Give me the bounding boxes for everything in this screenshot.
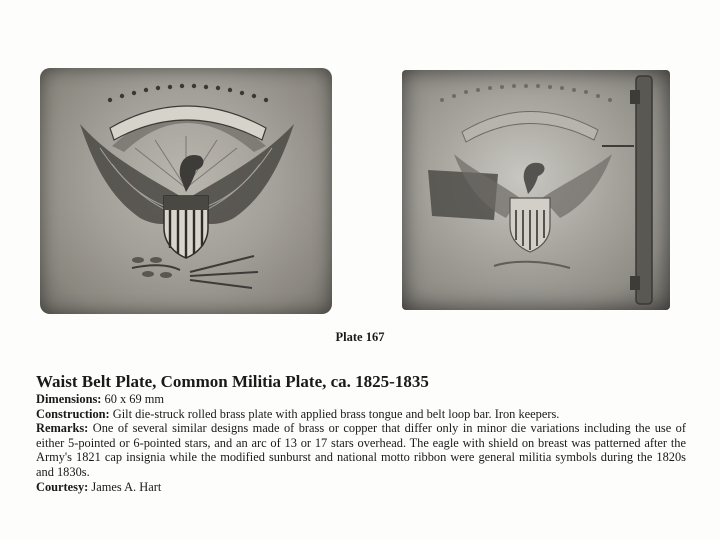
item-title: Waist Belt Plate, Common Militia Plate, ca. 1825-1835: [36, 372, 429, 391]
courtesy-label: Courtesy:: [36, 479, 89, 494]
belt-plate-worn-photo: [402, 70, 670, 310]
construction-line: [36, 407, 686, 422]
construction-label: Construction:: [36, 406, 110, 421]
courtesy-line: [36, 480, 686, 495]
dimensions-value: 60 x 69 mm: [101, 392, 165, 406]
description-block: [36, 372, 686, 494]
stars-arc: [108, 84, 268, 102]
courtesy-value: James A. Hart: [88, 479, 162, 494]
dimensions-line: [36, 392, 686, 407]
construction-value: Gilt die-struck rolled brass plate with applied brass tongue and belt loop bar. Iron keepers.: [109, 406, 560, 421]
remarks-label: Remarks:: [36, 421, 89, 436]
belt-plate-front-photo: [40, 68, 332, 314]
remarks-value: One of several similar designs made of brass or copper that differ only in minor die variations including the use of either 5-pointed or 6-pointed stars, and an arc of 13 or 17 stars overhead. The eagle with shield on breast was patterned after the Army's 1821 cap insignia while the modified sunburst and national motto ribbon were general militia symbols during the 1820s and 1830s.: [36, 421, 686, 479]
eagle-emblem-front: [40, 68, 332, 314]
dimensions-label: Dimensions:: [36, 392, 102, 406]
remarks-paragraph: [36, 421, 686, 479]
plate-caption: Plate 167: [335, 330, 385, 344]
eagle-emblem-worn: [402, 70, 670, 310]
